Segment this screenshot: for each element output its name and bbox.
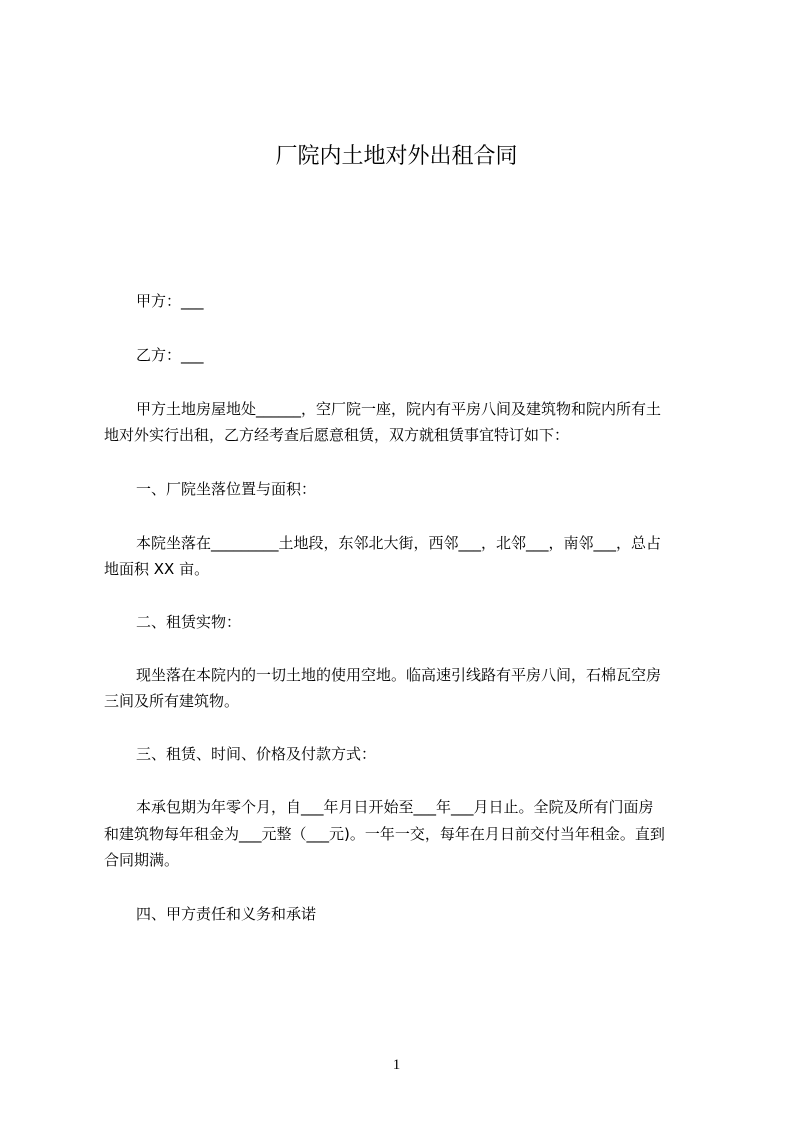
section-1-paragraph-line-1: 本院坐落在_________土地段，东邻北大街，西邻___，北邻___，南邻___，总占 <box>136 534 662 552</box>
section-1-paragraph-line-2: 地面积 XX 亩。 <box>104 560 210 578</box>
section-3-paragraph-line-3: 合同期满。 <box>104 851 180 869</box>
party-b-line: 乙方：___ <box>136 346 204 364</box>
contract-title: 厂院内土地对外出租合同 <box>275 144 518 169</box>
section-2-paragraph-line-2: 三间及所有建筑物。 <box>104 692 240 710</box>
section-3-paragraph-line-2: 和建筑物每年租金为___元整（___元)。一年一交，每年在月日前交付当年租金。直到 <box>104 825 665 843</box>
intro-paragraph-line-2: 地对外实行出租，乙方经考查后愿意租赁，双方就租赁事宜特订如下： <box>104 426 570 444</box>
party-a-line: 甲方：___ <box>136 292 204 310</box>
section-3-paragraph-line-1: 本承包期为年零个月，自___年月日开始至___年___月日止。全院及所有门面房 <box>136 798 654 816</box>
page-number: 1 <box>392 1057 401 1073</box>
section-2-paragraph-line-1: 现坐落在本院内的一切土地的使用空地。临高速引线路有平房八间，石棉瓦空房 <box>136 666 662 684</box>
section-1-heading: 一、厂院坐落位置与面积： <box>136 480 317 498</box>
section-2-heading: 二、租赁实物： <box>136 613 242 631</box>
section-4-heading: 四、甲方责任和义务和承诺 <box>136 905 317 923</box>
section-3-heading: 三、租赁、时间、价格及付款方式： <box>136 745 377 763</box>
intro-paragraph-line-1: 甲方土地房屋地处______，空厂院一座，院内有平房八间及建筑物和院内所有土 <box>136 400 662 418</box>
